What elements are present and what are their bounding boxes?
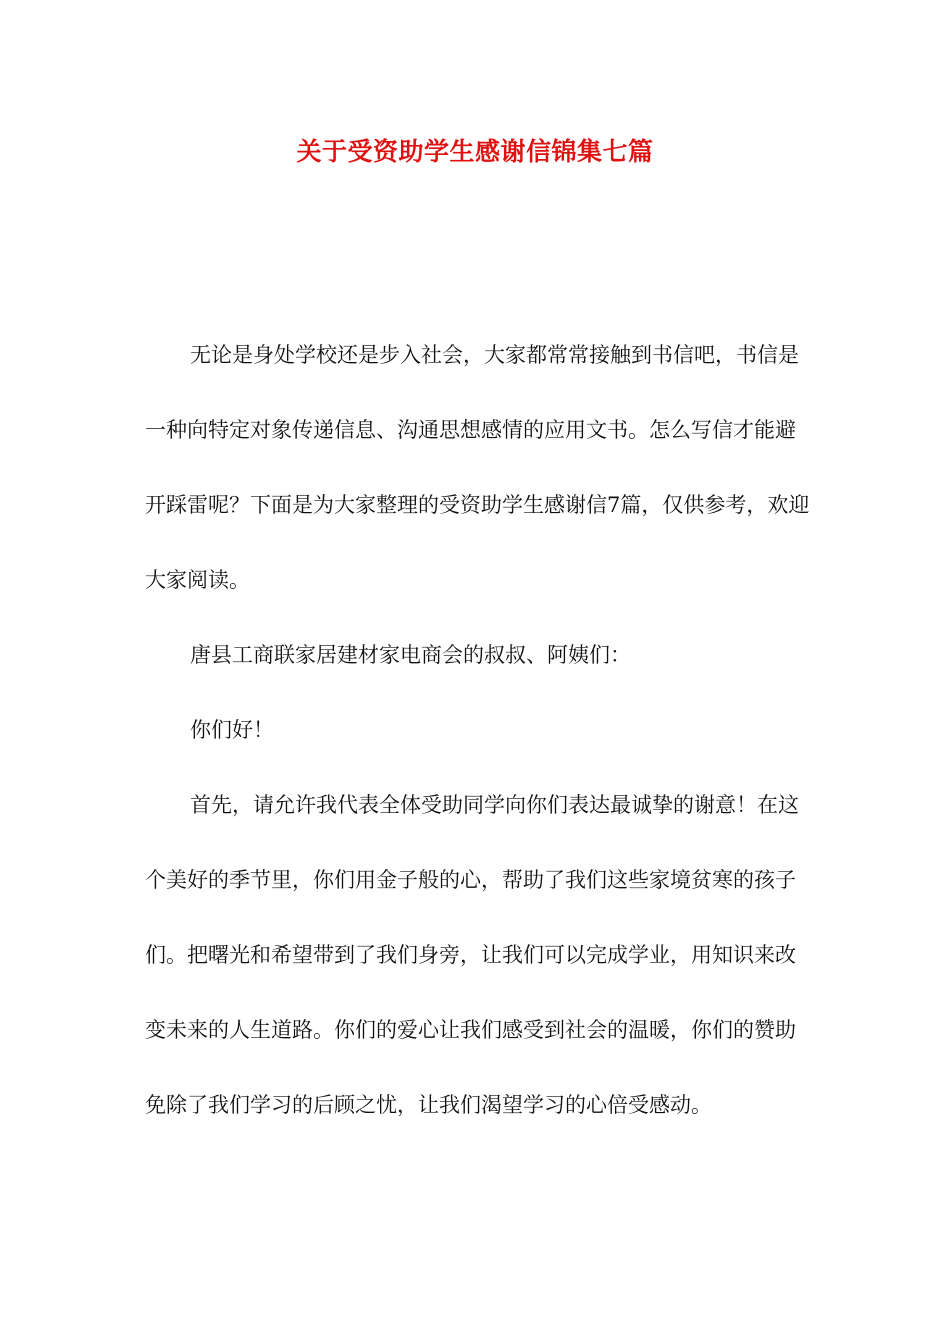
greeting-paragraph: 你们好！ [190, 718, 274, 742]
intro-paragraph: 无论是身处学校还是步入社会，大家都常常接触到书信吧，书信是一种向特定对象传递信息、沟通思想感情的应用文书。怎么写信才能避开踩雷呢？下面是为大家整理的受资助学生感谢信7篇，仅供参考，欢迎大家阅读。 [145, 343, 810, 592]
document-title: 关于受资助学生感谢信锦集七篇 [296, 137, 654, 166]
salutation-paragraph: 唐县工商联家居建材家电商会的叔叔、阿姨们： [190, 643, 631, 667]
document-body [145, 318, 815, 1143]
main-paragraph: 首先，请允许我代表全体受助同学向你们表达最诚挚的谢意！在这个美好的季节里，你们用金子般的心，帮助了我们这些家境贫寒的孩子们。把曙光和希望带到了我们身旁，让我们可以完成学业，用知识来改变未来的人生道路。你们的爱心让我们感受到社会的温暖，你们的赞助免除了我们学习的后顾之忧，让我们渴望学习的心倍受感动。 [145, 793, 799, 1117]
